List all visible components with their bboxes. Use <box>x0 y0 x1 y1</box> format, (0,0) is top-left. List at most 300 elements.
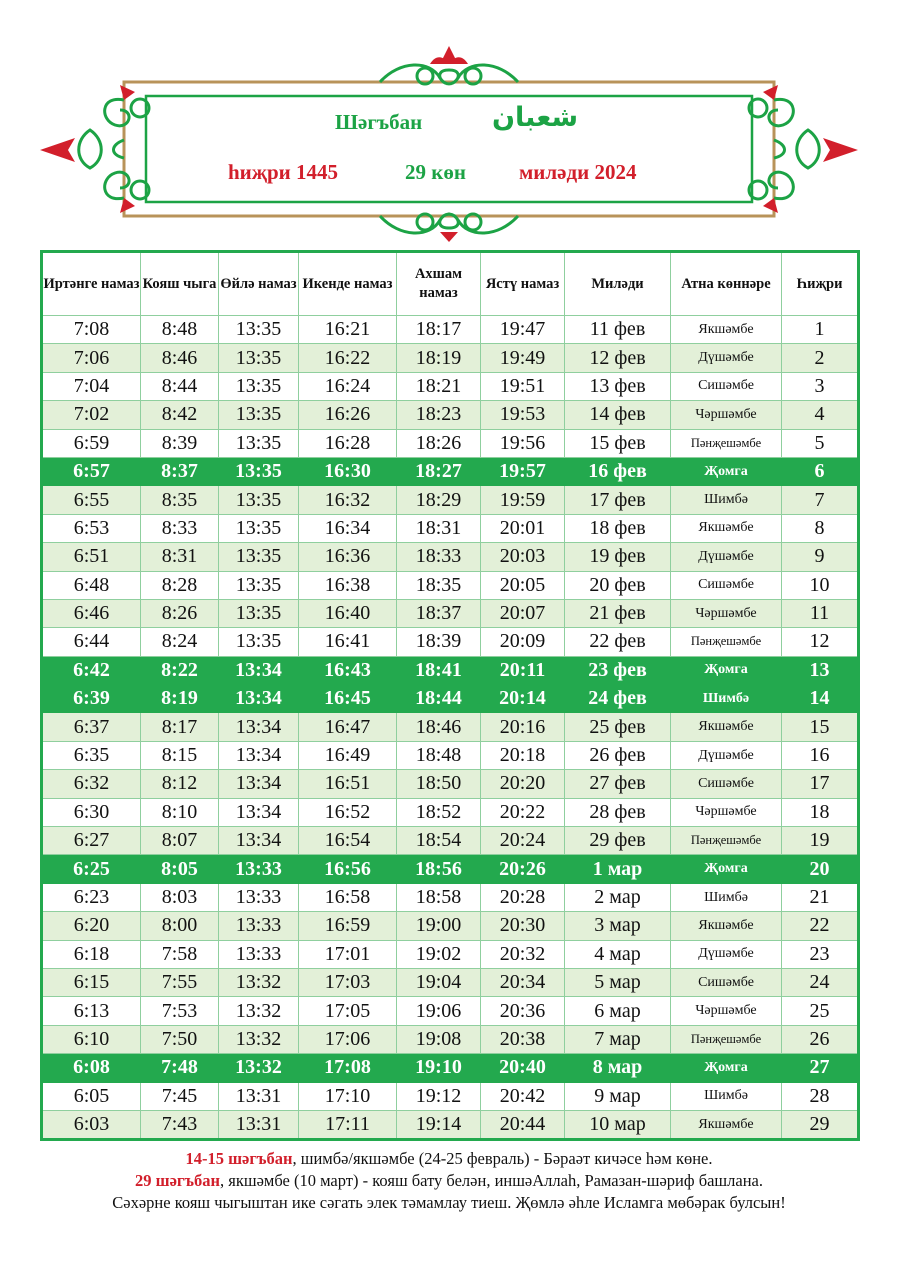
cell-hijri: 1 <box>782 316 859 344</box>
cell-asr: 17:01 <box>299 940 397 968</box>
cell-maghrib: 18:52 <box>397 798 481 826</box>
cell-sunrise: 8:05 <box>141 855 219 883</box>
cell-isha: 20:38 <box>481 1025 565 1053</box>
cell-maghrib: 18:23 <box>397 401 481 429</box>
cell-isha: 20:01 <box>481 514 565 542</box>
cell-asr: 16:22 <box>299 344 397 372</box>
cell-isha: 19:59 <box>481 486 565 514</box>
cell-sunrise: 8:39 <box>141 429 219 457</box>
cell-fajr: 7:06 <box>42 344 141 372</box>
cell-asr: 16:43 <box>299 656 397 684</box>
cell-weekday: Якшәмбе <box>671 713 782 741</box>
cell-sunrise: 8:24 <box>141 628 219 656</box>
cell-date: 25 фев <box>565 713 671 741</box>
cell-maghrib: 18:46 <box>397 713 481 741</box>
header <box>0 0 898 245</box>
cell-hijri: 15 <box>782 713 859 741</box>
cell-asr: 16:36 <box>299 543 397 571</box>
cell-dhuhr: 13:34 <box>219 741 299 769</box>
cell-isha: 20:16 <box>481 713 565 741</box>
cell-asr: 16:28 <box>299 429 397 457</box>
table-row <box>42 855 859 883</box>
cell-weekday: Дүшәмбе <box>671 543 782 571</box>
table-row <box>42 571 859 599</box>
cell-maghrib: 18:35 <box>397 571 481 599</box>
cell-sunrise: 8:48 <box>141 316 219 344</box>
table-row <box>42 316 859 344</box>
cell-date: 9 мар <box>565 1082 671 1110</box>
cell-dhuhr: 13:32 <box>219 968 299 996</box>
cell-fajr: 6:42 <box>42 656 141 684</box>
cell-dhuhr: 13:35 <box>219 571 299 599</box>
cell-asr: 16:54 <box>299 827 397 855</box>
cell-dhuhr: 13:35 <box>219 628 299 656</box>
cell-maghrib: 19:00 <box>397 912 481 940</box>
cell-dhuhr: 13:35 <box>219 599 299 627</box>
month-name-arabic: شعبان <box>492 102 578 133</box>
table-row <box>42 1082 859 1110</box>
cell-asr: 16:38 <box>299 571 397 599</box>
table-row <box>42 372 859 400</box>
cell-sunrise: 8:03 <box>141 883 219 911</box>
cell-date: 18 фев <box>565 514 671 542</box>
cell-isha: 20:07 <box>481 599 565 627</box>
cell-date: 7 мар <box>565 1025 671 1053</box>
cell-date: 12 фев <box>565 344 671 372</box>
cell-dhuhr: 13:32 <box>219 1054 299 1082</box>
cell-isha: 20:24 <box>481 827 565 855</box>
cell-weekday: Чәршәмбе <box>671 798 782 826</box>
cell-dhuhr: 13:33 <box>219 855 299 883</box>
cell-weekday: Шимбә <box>671 685 782 713</box>
cell-fajr: 6:35 <box>42 741 141 769</box>
cell-isha: 20:34 <box>481 968 565 996</box>
cell-fajr: 7:08 <box>42 316 141 344</box>
cell-weekday: Сишәмбе <box>671 968 782 996</box>
cell-asr: 16:34 <box>299 514 397 542</box>
cell-maghrib: 18:41 <box>397 656 481 684</box>
table-row <box>42 713 859 741</box>
cell-asr: 17:03 <box>299 968 397 996</box>
cell-sunrise: 8:35 <box>141 486 219 514</box>
cell-fajr: 6:48 <box>42 571 141 599</box>
cell-fajr: 6:25 <box>42 855 141 883</box>
cell-isha: 20:18 <box>481 741 565 769</box>
table-row <box>42 401 859 429</box>
table-row <box>42 486 859 514</box>
cell-fajr: 6:03 <box>42 1110 141 1139</box>
cell-dhuhr: 13:35 <box>219 457 299 485</box>
cell-date: 2 мар <box>565 883 671 911</box>
col-header-weekday: Атна көннәре <box>671 252 782 316</box>
cell-weekday: Җомга <box>671 656 782 684</box>
cell-fajr: 6:18 <box>42 940 141 968</box>
cell-weekday: Җомга <box>671 855 782 883</box>
cell-fajr: 6:08 <box>42 1054 141 1082</box>
cell-hijri: 28 <box>782 1082 859 1110</box>
cell-hijri: 5 <box>782 429 859 457</box>
footer-line-2 <box>0 1170 898 1192</box>
cell-dhuhr: 13:35 <box>219 429 299 457</box>
table-row <box>42 912 859 940</box>
col-header-asr: Икенде намаз <box>299 252 397 316</box>
prayer-schedule-table <box>40 250 860 1141</box>
footer-notes <box>0 1148 898 1214</box>
cell-hijri: 16 <box>782 741 859 769</box>
cell-dhuhr: 13:35 <box>219 514 299 542</box>
cell-weekday: Якшәмбе <box>671 1110 782 1139</box>
cell-maghrib: 18:29 <box>397 486 481 514</box>
cell-sunrise: 8:31 <box>141 543 219 571</box>
cell-weekday: Дүшәмбе <box>671 940 782 968</box>
cell-dhuhr: 13:34 <box>219 798 299 826</box>
cell-weekday: Шимбә <box>671 486 782 514</box>
table-row <box>42 968 859 996</box>
cell-fajr: 6:44 <box>42 628 141 656</box>
table-row <box>42 514 859 542</box>
cell-isha: 20:44 <box>481 1110 565 1139</box>
cell-isha: 20:40 <box>481 1054 565 1082</box>
cell-hijri: 20 <box>782 855 859 883</box>
cell-weekday: Җомга <box>671 457 782 485</box>
cell-hijri: 2 <box>782 344 859 372</box>
cell-fajr: 6:32 <box>42 770 141 798</box>
cell-dhuhr: 13:34 <box>219 685 299 713</box>
cell-isha: 20:22 <box>481 798 565 826</box>
cell-maghrib: 18:27 <box>397 457 481 485</box>
cell-maghrib: 18:26 <box>397 429 481 457</box>
cell-isha: 19:49 <box>481 344 565 372</box>
table-row <box>42 883 859 911</box>
cell-date: 17 фев <box>565 486 671 514</box>
cell-fajr: 7:04 <box>42 372 141 400</box>
cell-maghrib: 18:31 <box>397 514 481 542</box>
table-body <box>42 316 859 1140</box>
footer-highlight-1: 14-15 шәгъбан <box>185 1149 293 1168</box>
cell-sunrise: 8:37 <box>141 457 219 485</box>
cell-isha: 20:14 <box>481 685 565 713</box>
cell-sunrise: 8:07 <box>141 827 219 855</box>
cell-hijri: 10 <box>782 571 859 599</box>
footer-line-3: Сәхәрне кояш чыгыштан ике сәгать элек тәмамлау тиеш. Җөмлә әһле Исламга мөбәрак булсын! <box>112 1193 786 1212</box>
cell-asr: 17:06 <box>299 1025 397 1053</box>
cell-date: 27 фев <box>565 770 671 798</box>
cell-isha: 20:05 <box>481 571 565 599</box>
cell-maghrib: 19:08 <box>397 1025 481 1053</box>
cell-sunrise: 8:00 <box>141 912 219 940</box>
cell-fajr: 6:13 <box>42 997 141 1025</box>
cell-hijri: 22 <box>782 912 859 940</box>
cell-sunrise: 8:12 <box>141 770 219 798</box>
footer-line-1 <box>0 1148 898 1170</box>
cell-date: 16 фев <box>565 457 671 485</box>
footer-text-2: , якшәмбе (10 март) - кояш бату белән, иншәАллаһ, Рамазан-шәриф башлана. <box>220 1171 763 1190</box>
cell-hijri: 9 <box>782 543 859 571</box>
cell-sunrise: 7:45 <box>141 1082 219 1110</box>
cell-isha: 20:30 <box>481 912 565 940</box>
month-name-tatar: Шәгъбан <box>335 110 423 134</box>
cell-weekday: Чәршәмбе <box>671 401 782 429</box>
cell-isha: 20:32 <box>481 940 565 968</box>
cell-isha: 19:57 <box>481 457 565 485</box>
cell-fajr: 6:46 <box>42 599 141 627</box>
cell-hijri: 19 <box>782 827 859 855</box>
cell-dhuhr: 13:31 <box>219 1082 299 1110</box>
cell-maghrib: 18:58 <box>397 883 481 911</box>
col-header-sunrise: Кояш чыга <box>141 252 219 316</box>
cell-date: 3 мар <box>565 912 671 940</box>
cell-maghrib: 18:19 <box>397 344 481 372</box>
table-row <box>42 457 859 485</box>
cell-date: 14 фев <box>565 401 671 429</box>
cell-weekday: Дүшәмбе <box>671 741 782 769</box>
cell-date: 26 фев <box>565 741 671 769</box>
footer-highlight-2: 29 шәгъбан <box>135 1171 221 1190</box>
cell-fajr: 7:02 <box>42 401 141 429</box>
cell-date: 1 мар <box>565 855 671 883</box>
cell-sunrise: 7:43 <box>141 1110 219 1139</box>
cell-date: 13 фев <box>565 372 671 400</box>
cell-dhuhr: 13:34 <box>219 770 299 798</box>
cell-date: 19 фев <box>565 543 671 571</box>
cell-weekday: Пәнҗешәмбе <box>671 429 782 457</box>
cell-dhuhr: 13:32 <box>219 1025 299 1053</box>
cell-asr: 17:08 <box>299 1054 397 1082</box>
cell-date: 22 фев <box>565 628 671 656</box>
cell-isha: 19:47 <box>481 316 565 344</box>
cell-weekday: Пәнҗешәмбе <box>671 827 782 855</box>
cell-hijri: 24 <box>782 968 859 996</box>
cell-hijri: 4 <box>782 401 859 429</box>
cell-date: 28 фев <box>565 798 671 826</box>
table-row <box>42 798 859 826</box>
cell-asr: 16:32 <box>299 486 397 514</box>
cell-dhuhr: 13:32 <box>219 997 299 1025</box>
table-row <box>42 827 859 855</box>
cell-asr: 16:47 <box>299 713 397 741</box>
cell-sunrise: 8:15 <box>141 741 219 769</box>
cell-isha: 20:26 <box>481 855 565 883</box>
cell-fajr: 6:15 <box>42 968 141 996</box>
cell-asr: 16:58 <box>299 883 397 911</box>
cell-sunrise: 7:48 <box>141 1054 219 1082</box>
cell-fajr: 6:59 <box>42 429 141 457</box>
cell-date: 4 мар <box>565 940 671 968</box>
col-header-miladi: Миләди <box>565 252 671 316</box>
cell-sunrise: 8:10 <box>141 798 219 826</box>
cell-hijri: 13 <box>782 656 859 684</box>
cell-fajr: 6:51 <box>42 543 141 571</box>
cell-asr: 16:45 <box>299 685 397 713</box>
cell-fajr: 6:39 <box>42 685 141 713</box>
cell-maghrib: 18:39 <box>397 628 481 656</box>
cell-sunrise: 8:17 <box>141 713 219 741</box>
cell-weekday: Шимбә <box>671 1082 782 1110</box>
cell-date: 21 фев <box>565 599 671 627</box>
cell-date: 8 мар <box>565 1054 671 1082</box>
cell-isha: 20:42 <box>481 1082 565 1110</box>
cell-asr: 16:30 <box>299 457 397 485</box>
cell-dhuhr: 13:31 <box>219 1110 299 1139</box>
cell-maghrib: 18:37 <box>397 599 481 627</box>
cell-maghrib: 18:21 <box>397 372 481 400</box>
table-row <box>42 344 859 372</box>
cell-dhuhr: 13:34 <box>219 827 299 855</box>
cell-date: 5 мар <box>565 968 671 996</box>
cell-sunrise: 7:55 <box>141 968 219 996</box>
cell-asr: 16:26 <box>299 401 397 429</box>
cell-sunrise: 7:53 <box>141 997 219 1025</box>
table-row <box>42 940 859 968</box>
cell-date: 23 фев <box>565 656 671 684</box>
cell-maghrib: 19:02 <box>397 940 481 968</box>
cell-asr: 17:05 <box>299 997 397 1025</box>
cell-isha: 19:51 <box>481 372 565 400</box>
cell-isha: 19:56 <box>481 429 565 457</box>
cell-maghrib: 18:48 <box>397 741 481 769</box>
cell-asr: 16:51 <box>299 770 397 798</box>
cell-isha: 19:53 <box>481 401 565 429</box>
cell-weekday: Сишәмбе <box>671 571 782 599</box>
cell-weekday: Дүшәмбе <box>671 344 782 372</box>
cell-weekday: Якшәмбе <box>671 912 782 940</box>
table-row <box>42 543 859 571</box>
cell-dhuhr: 13:35 <box>219 401 299 429</box>
cell-sunrise: 8:42 <box>141 401 219 429</box>
cell-dhuhr: 13:35 <box>219 372 299 400</box>
cell-asr: 16:41 <box>299 628 397 656</box>
cell-hijri: 17 <box>782 770 859 798</box>
table-row <box>42 429 859 457</box>
cell-fajr: 6:57 <box>42 457 141 485</box>
cell-maghrib: 18:56 <box>397 855 481 883</box>
cell-asr: 17:11 <box>299 1110 397 1139</box>
year-info <box>0 160 898 190</box>
cell-sunrise: 7:58 <box>141 940 219 968</box>
cell-hijri: 23 <box>782 940 859 968</box>
table-row <box>42 1025 859 1053</box>
cell-date: 11 фев <box>565 316 671 344</box>
footer-text-1: , шимбә/якшәмбе (24-25 февраль) - Бәраәт кичәсе һәм көне. <box>292 1149 713 1168</box>
cell-asr: 16:24 <box>299 372 397 400</box>
cell-dhuhr: 13:33 <box>219 912 299 940</box>
cell-isha: 20:09 <box>481 628 565 656</box>
month-title <box>0 102 898 140</box>
cell-date: 29 фев <box>565 827 671 855</box>
cell-hijri: 27 <box>782 1054 859 1082</box>
cell-isha: 20:03 <box>481 543 565 571</box>
cell-fajr: 6:05 <box>42 1082 141 1110</box>
cell-maghrib: 19:12 <box>397 1082 481 1110</box>
cell-hijri: 18 <box>782 798 859 826</box>
cell-dhuhr: 13:34 <box>219 713 299 741</box>
cell-dhuhr: 13:35 <box>219 316 299 344</box>
cell-hijri: 11 <box>782 599 859 627</box>
cell-weekday: Якшәмбе <box>671 316 782 344</box>
col-header-dhuhr: Өйлә намаз <box>219 252 299 316</box>
cell-sunrise: 8:19 <box>141 685 219 713</box>
cell-hijri: 6 <box>782 457 859 485</box>
table-row <box>42 770 859 798</box>
cell-date: 20 фев <box>565 571 671 599</box>
cell-asr: 16:52 <box>299 798 397 826</box>
cell-asr: 16:49 <box>299 741 397 769</box>
col-header-maghrib: Ахшам намаз <box>397 252 481 316</box>
cell-fajr: 6:23 <box>42 883 141 911</box>
cell-sunrise: 8:46 <box>141 344 219 372</box>
cell-sunrise: 8:33 <box>141 514 219 542</box>
cell-hijri: 26 <box>782 1025 859 1053</box>
cell-dhuhr: 13:33 <box>219 883 299 911</box>
cell-maghrib: 18:17 <box>397 316 481 344</box>
cell-weekday: Сишәмбе <box>671 770 782 798</box>
hijri-year: һиҗри 1445 <box>228 160 339 184</box>
cell-fajr: 6:10 <box>42 1025 141 1053</box>
cell-date: 24 фев <box>565 685 671 713</box>
cell-maghrib: 19:06 <box>397 997 481 1025</box>
cell-dhuhr: 13:33 <box>219 940 299 968</box>
table-row <box>42 1110 859 1139</box>
miladi-year: миләди 2024 <box>519 160 637 184</box>
cell-asr: 16:59 <box>299 912 397 940</box>
cell-dhuhr: 13:34 <box>219 656 299 684</box>
cell-date: 6 мар <box>565 997 671 1025</box>
table-row <box>42 628 859 656</box>
cell-isha: 20:11 <box>481 656 565 684</box>
cell-fajr: 6:37 <box>42 713 141 741</box>
cell-isha: 20:28 <box>481 883 565 911</box>
cell-weekday: Якшәмбе <box>671 514 782 542</box>
cell-asr: 16:21 <box>299 316 397 344</box>
cell-weekday: Чәршәмбе <box>671 599 782 627</box>
cell-dhuhr: 13:35 <box>219 486 299 514</box>
cell-maghrib: 18:50 <box>397 770 481 798</box>
cell-fajr: 6:27 <box>42 827 141 855</box>
table-row <box>42 1054 859 1082</box>
cell-weekday: Пәнҗешәмбе <box>671 1025 782 1053</box>
cell-hijri: 8 <box>782 514 859 542</box>
cell-sunrise: 8:44 <box>141 372 219 400</box>
table-header <box>42 252 859 316</box>
cell-fajr: 6:30 <box>42 798 141 826</box>
table-row <box>42 685 859 713</box>
cell-hijri: 25 <box>782 997 859 1025</box>
cell-date: 10 мар <box>565 1110 671 1139</box>
cell-hijri: 3 <box>782 372 859 400</box>
table-row <box>42 997 859 1025</box>
cell-maghrib: 18:54 <box>397 827 481 855</box>
cell-weekday: Шимбә <box>671 883 782 911</box>
col-header-hijri: Һиҗри <box>782 252 859 316</box>
cell-date: 15 фев <box>565 429 671 457</box>
cell-hijri: 14 <box>782 685 859 713</box>
cell-sunrise: 8:28 <box>141 571 219 599</box>
cell-maghrib: 19:10 <box>397 1054 481 1082</box>
cell-isha: 20:20 <box>481 770 565 798</box>
cell-weekday: Җомга <box>671 1054 782 1082</box>
cell-fajr: 6:53 <box>42 514 141 542</box>
cell-weekday: Пәнҗешәмбе <box>671 628 782 656</box>
table-row <box>42 599 859 627</box>
cell-maghrib: 19:04 <box>397 968 481 996</box>
cell-dhuhr: 13:35 <box>219 543 299 571</box>
cell-hijri: 7 <box>782 486 859 514</box>
cell-sunrise: 7:50 <box>141 1025 219 1053</box>
cell-dhuhr: 13:35 <box>219 344 299 372</box>
cell-fajr: 6:20 <box>42 912 141 940</box>
cell-sunrise: 8:26 <box>141 599 219 627</box>
col-header-fajr: Иртәнге намаз <box>42 252 141 316</box>
